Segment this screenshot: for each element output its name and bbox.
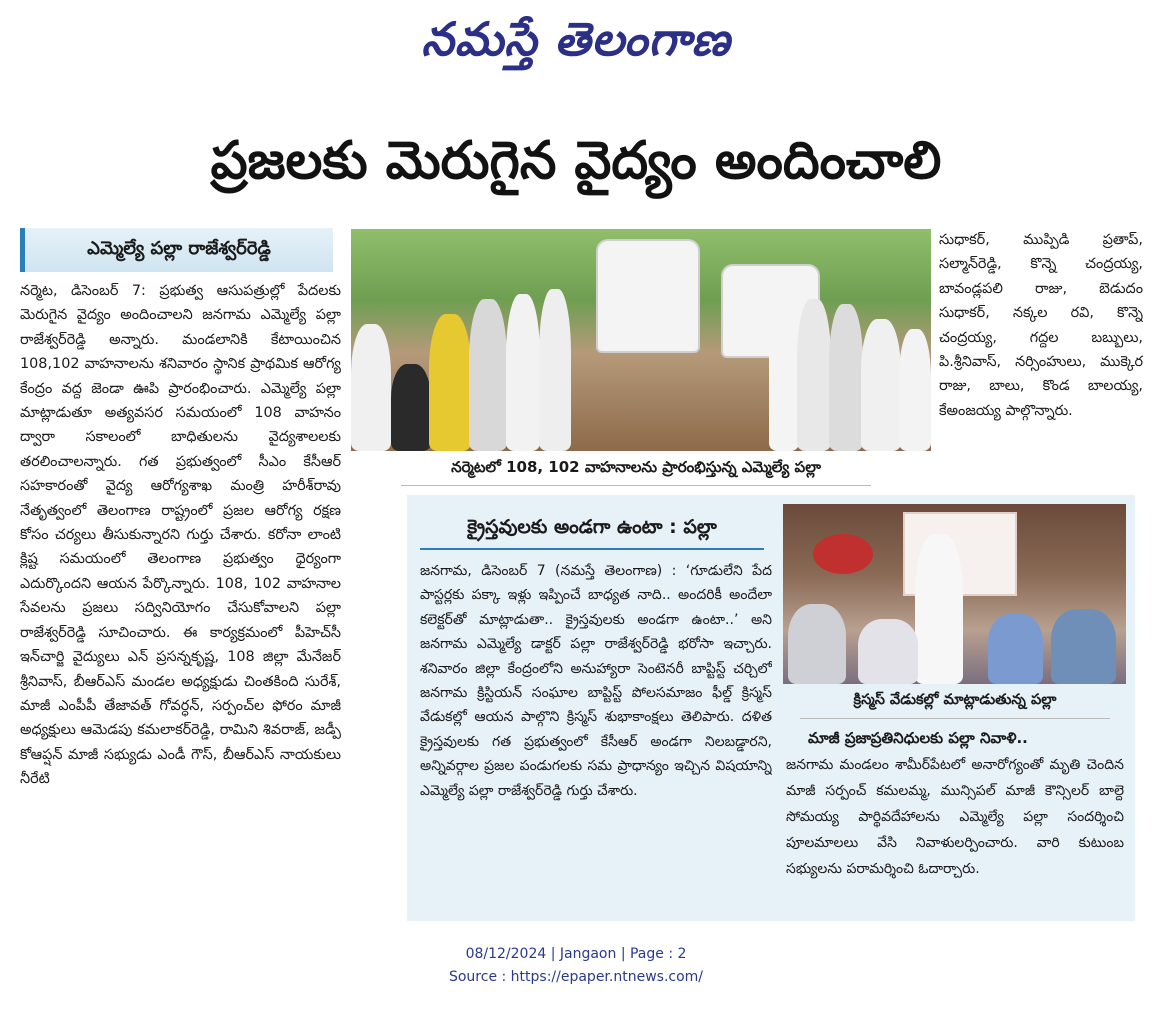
- footer-date-page: 08/12/2024 | Jangaon | Page : 2: [465, 946, 687, 962]
- christmas-event-photo: [783, 504, 1126, 684]
- story3-body: జనగామ మండలం శామీర్‌పేటలో అనారోగ్యంతో మృతి చెందిన మాజీ సర్పంచ్ కమలమ్మ, మున్సిపల్ మాజీ కౌన్సిలర్ బాల్దె సోమయ్య పార్థివదేహాలను ఎమ్మెల్యే పల్లా సందర్శించి పూలమాలలు వేసి నివాళులర్పించారు. వారి కుటుంబ సభ్యులను పరామర్శించి ఓదార్చారు.: [786, 757, 1124, 877]
- story1-subhead: ఎమ్మెల్యే పల్లా రాజేశ్వర్‌రెడ్డి: [20, 228, 333, 272]
- footer-source: Source : https://epaper.ntnews.com/: [448, 969, 704, 985]
- story1-continued: సుధాకర్, ముప్పిడి ప్రతాప్, సల్మాన్‌రెడ్డి, కొన్నె చంద్రయ్య, బావండ్లపలి రాజు, బెడుదం సుధాకర్, నక్కల రవి, కొన్నె చంద్రయ్య, గద్దల బబ్బులు, పి.శ్రీనివాస్, నర్సింహులు, ముక్కెర రాజు, బాలు, కొండ బాలయ్య, కేఅంజయ్య పాల్గొన్నారు.: [939, 232, 1143, 419]
- ambulance-launch-photo: [351, 229, 931, 451]
- story2-subhead: క్రైస్తవులకు అండగా ఉంటా : పల్లా: [420, 510, 764, 550]
- story2-body: జనగామ, డిసెంబర్ 7 (నమస్తే తెలంగాణ) : ‘గూడులేని పేద పాస్టర్లకు పక్కా ఇళ్లు ఇప్పించే బాధ్యత నాది.. అందరికీ అందేలా కలెక్టర్‌తో మాట్లాడుతా.. క్రైస్తవులకు అండగా ఉంటా..’ అని జనగామ ఎమ్మెల్యే డాక్టర్ పల్లా రాజేశ్వర్‌రెడ్డి భరోసా ఇచ్చారు. శనివారం జిల్లా కేంద్రంలోని అనుహ్యారా సెంటెనరీ బాప్టిస్ట్ చర్చిలో జనగామ క్రిస్టియన్ సంఘాల బాప్టిస్ట్ పోలసమాజం ఫీల్డ్ క్రిస్మస్ వేడుకల్లో ఆయన పాల్గొని క్రిస్మస్ శుభాకాంక్షలు తెలిపారు. దళిత క్రైస్తవులకు గత ప్రభుత్వంలో కేసీఆర్ అండగా నిలబడ్డారని, అన్నివర్గాల ప్రజల పండుగలకు సమ ప్రాధాన్యం ఇచ్చిన విషయాన్ని ఎమ్మెల్యే పల్లా రాజేశ్వర్‌రెడ్డి గుర్తు చేశారు.: [420, 563, 772, 799]
- story1-body: నర్మెట, డిసెంబర్ 7: ప్రభుత్వ ఆసుపత్రుల్లో పేదలకు మెరుగైన వైద్యం అందించాలని జనగామ ఎమ్మెల్యే పల్లా రాజేశ్వర్‌రెడ్డి అన్నారు. మండలానికి కేటాయించిన 108,102 వాహనాలను శనివారం స్థానిక ప్రాథమిక ఆరోగ్య కేంద్రం వద్ద జెండా ఊపి ప్రారంభించారు. ఎమ్మెల్యే పల్లా మాట్లాడుతూ అత్యవసర సమయంలో 108 వాహనం ద్వారా సకాలంలో బాధితులను వైద్యశాలలకు తరలించాలన్నారు. గత ప్రభుత్వంలో సీఎం కేసీఆర్ సహకారంతో వైద్య ఆరోగ్యశాఖ మంత్రి హరీశ్‌రావు నేతృత్వంలో తెలంగాణ రాష్ట్రంలో ప్రజల ఆరోగ్య రక్షణ కోసం చర్యలు తీసుకున్నారని గుర్తు చేశారు. కరోనా లాంటి క్లిష్ట సమయంలో తెలంగాణ ప్రభుత్వం ధైర్యంగా ఎదుర్కొందని ఆయన పేర్కొన్నారు. 108, 102 వాహనాల సేవలను ప్రజలు సద్వినియోగం చేసుకోవాలని పల్లా రాజేశ్వర్‌రెడ్డి సూచించారు. ఈ కార్యక్రమంలో పీహెచ్‌సీ ఇన్‌చార్జి వైద్యులు ఎన్ ప్రసన్నకృష్ణ, 108 జిల్లా మేనేజర్ శ్రీనివాస్, బీఆర్‌ఎస్ మండల అధ్యక్షుడు చింతకింది సురేశ్, మాజీ ఎంపీపీ తేజావత్ గోవర్ధన్, సర్పంచ్‌ల ఫోరం మాజీ అధ్యక్షులు ఆమెడపు కమలాకర్‌రెడ్డి, రామిని శివరాజ్, జడ్పీ కోఆప్షన్ మాజీ సభ్యుడు ఎండీ గౌస్, బీఆర్‌ఎస్ నాయకులు నీరేటి: [20, 283, 341, 788]
- page-headline: ప్రజలకు మెరుగైన వైద్యం అందించాలి: [210, 131, 942, 191]
- photo2-caption: క్రిస్మస్ వేడుకల్లో మాట్లాడుతున్న పల్లా: [800, 686, 1110, 719]
- masthead-logo: నమస్తే తెలంగాణ: [421, 12, 731, 66]
- photo1-caption: నర్మెటలో 108, 102 వాహనాలను ప్రారంభిస్తున్న ఎమ్మెల్యే పల్లా: [401, 453, 871, 486]
- story3-subhead: మాజీ ప్రజాప్రతినిధులకు పల్లా నివాళి..: [808, 729, 1028, 747]
